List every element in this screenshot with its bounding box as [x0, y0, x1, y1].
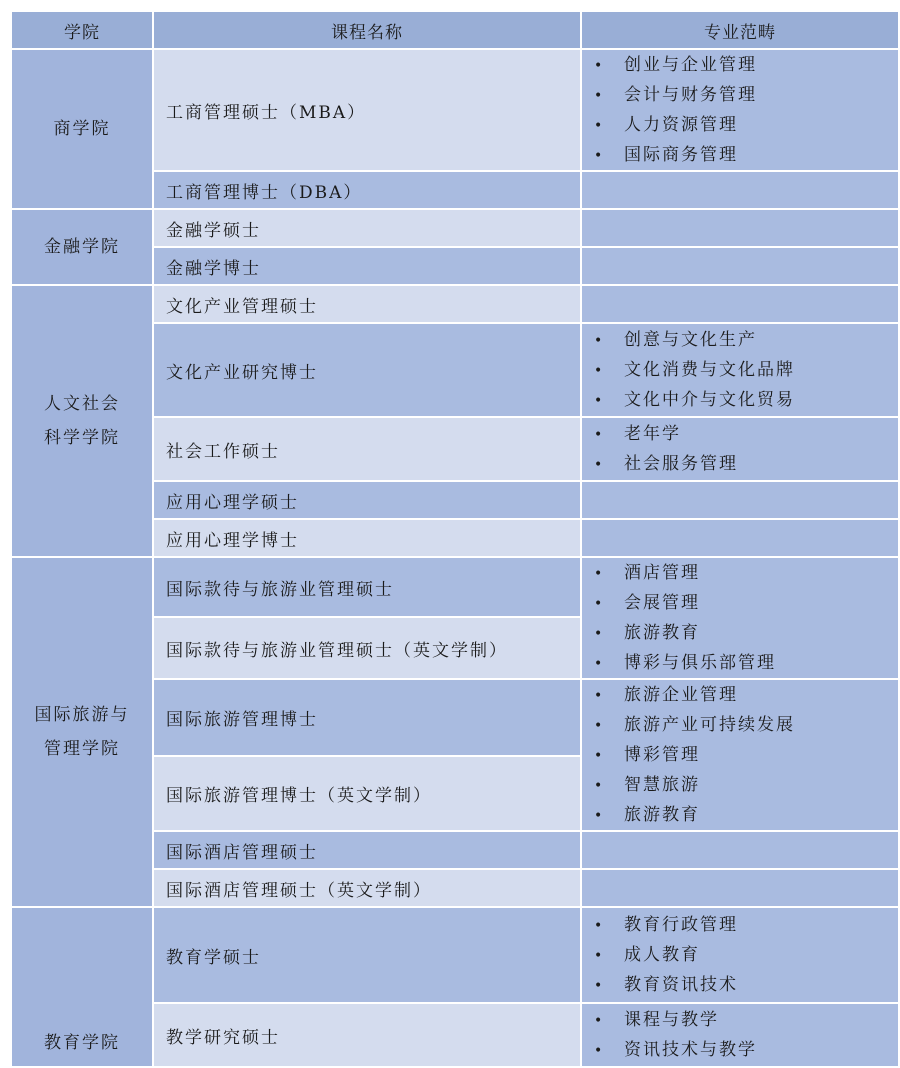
spec-item — [594, 50, 898, 80]
bullet-icon: • — [594, 778, 605, 794]
bullet-icon: • — [594, 688, 605, 704]
spec-item-label: 旅游教育 — [624, 623, 700, 643]
course-cell: 社会工作硕士 — [153, 417, 581, 481]
bullet-icon: • — [594, 656, 605, 672]
bullet-icon: • — [594, 566, 605, 582]
bullet-icon: • — [594, 808, 605, 824]
header-row — [11, 11, 899, 49]
bullet-icon: • — [594, 626, 605, 642]
spec-item — [594, 910, 898, 940]
bullet-icon: • — [594, 596, 605, 612]
spec-cell — [581, 323, 899, 417]
spec-list — [588, 419, 898, 479]
spec-cell — [581, 247, 899, 285]
course-cell: 教育学硕士 — [153, 907, 581, 1003]
spec-cell — [581, 907, 899, 1003]
spec-item-label: 文化中介与文化贸易 — [624, 390, 795, 410]
spec-item — [594, 940, 898, 970]
spec-item-label: 文化消费与文化品牌 — [624, 360, 795, 380]
course-cell: 国际旅游管理博士（英文学制） — [153, 756, 581, 831]
spec-item — [594, 800, 898, 830]
spec-cell — [581, 831, 899, 869]
spec-item — [594, 419, 898, 449]
spec-item-label: 旅游教育 — [624, 805, 700, 825]
spec-item-label: 老年学 — [624, 424, 681, 444]
spec-item-label: 智慧旅游 — [624, 775, 700, 795]
spec-item-label: 会展管理 — [624, 593, 700, 613]
spec-cell — [581, 869, 899, 907]
spec-item — [594, 648, 898, 678]
course-cell: 国际款待与旅游业管理硕士 — [153, 557, 581, 617]
spec-item — [594, 970, 898, 1000]
spec-item-label: 人力资源管理 — [624, 115, 738, 135]
spec-list — [588, 50, 898, 170]
spec-cell — [581, 417, 899, 481]
course-cell: 文化产业管理硕士 — [153, 285, 581, 323]
spec-list — [588, 325, 898, 415]
spec-item-label: 创意与文化生产 — [624, 330, 757, 350]
course-cell: 应用心理学博士 — [153, 519, 581, 557]
table-row — [11, 49, 899, 171]
table-row — [11, 285, 899, 323]
table-row — [11, 209, 899, 247]
bullet-icon: • — [594, 333, 605, 349]
course-cell: 国际酒店管理硕士（英文学制） — [153, 869, 581, 907]
spec-list — [588, 680, 898, 830]
spec-item — [594, 110, 898, 140]
bullet-icon: • — [594, 118, 605, 134]
course-cell: 国际酒店管理硕士 — [153, 831, 581, 869]
spec-item — [594, 680, 898, 710]
bullet-icon: • — [594, 58, 605, 74]
spec-item — [594, 710, 898, 740]
spec-cell — [581, 481, 899, 519]
bullet-icon: • — [594, 393, 605, 409]
spec-item-label: 酒店管理 — [624, 563, 700, 583]
spec-item-label: 课程与教学 — [624, 1010, 719, 1030]
spec-list — [588, 558, 898, 678]
spec-item-label: 旅游企业管理 — [624, 685, 738, 705]
spec-item-label: 旅游产业可持续发展 — [624, 715, 795, 735]
bullet-icon: • — [594, 918, 605, 934]
course-cell: 文化产业研究博士 — [153, 323, 581, 417]
spec-cell — [581, 679, 899, 831]
spec-item — [594, 140, 898, 170]
spec-cell — [581, 49, 899, 171]
programs-table — [10, 10, 900, 1068]
spec-item — [594, 558, 898, 588]
college-cell: 人文社会 科学学院 — [11, 285, 153, 557]
course-cell: 工商管理博士（DBA） — [153, 171, 581, 209]
spec-cell — [581, 1003, 899, 1067]
course-cell: 国际旅游管理博士 — [153, 679, 581, 756]
course-cell: 金融学硕士 — [153, 209, 581, 247]
college-cell: 教育学院 — [11, 907, 153, 1067]
spec-item-label: 成人教育 — [624, 945, 700, 965]
bullet-icon: • — [594, 363, 605, 379]
bullet-icon: • — [594, 718, 605, 734]
spec-item — [594, 449, 898, 479]
spec-cell — [581, 285, 899, 323]
course-cell: 工商管理硕士（MBA） — [153, 49, 581, 171]
course-cell: 金融学博士 — [153, 247, 581, 285]
spec-item — [594, 770, 898, 800]
spec-item — [594, 355, 898, 385]
table-row — [11, 907, 899, 1003]
spec-item-label: 社会服务管理 — [624, 454, 738, 474]
spec-list — [588, 910, 898, 1000]
college-cell: 商学院 — [11, 49, 153, 209]
spec-cell — [581, 209, 899, 247]
spec-item-label: 创业与企业管理 — [624, 55, 757, 75]
spec-item-label: 博彩管理 — [624, 745, 700, 765]
spec-item — [594, 1005, 898, 1035]
spec-item-label: 教育行政管理 — [624, 915, 738, 935]
spec-cell — [581, 171, 899, 209]
header-college: 学院 — [11, 11, 153, 49]
spec-item-label: 国际商务管理 — [624, 145, 738, 165]
spec-item — [594, 740, 898, 770]
course-cell: 教学研究硕士 — [153, 1003, 581, 1067]
spec-item-label: 会计与财务管理 — [624, 85, 757, 105]
bullet-icon: • — [594, 1043, 605, 1059]
spec-item — [594, 618, 898, 648]
bullet-icon: • — [594, 427, 605, 443]
spec-list — [588, 1005, 898, 1065]
spec-cell — [581, 557, 899, 679]
spec-item-label: 博彩与俱乐部管理 — [624, 653, 776, 673]
spec-cell — [581, 519, 899, 557]
bullet-icon: • — [594, 978, 605, 994]
spec-item — [594, 325, 898, 355]
college-cell: 国际旅游与 管理学院 — [11, 557, 153, 907]
course-cell: 国际款待与旅游业管理硕士（英文学制） — [153, 617, 581, 679]
college-cell: 金融学院 — [11, 209, 153, 285]
bullet-icon: • — [594, 88, 605, 104]
bullet-icon: • — [594, 748, 605, 764]
spec-item — [594, 588, 898, 618]
spec-item-label: 教育资讯技术 — [624, 975, 738, 995]
bullet-icon: • — [594, 1013, 605, 1029]
bullet-icon: • — [594, 148, 605, 164]
spec-item — [594, 385, 898, 415]
header-specialization: 专业范畴 — [581, 11, 899, 49]
header-course: 课程名称 — [153, 11, 581, 49]
spec-item-label: 资讯技术与教学 — [624, 1040, 757, 1060]
table-row — [11, 557, 899, 617]
bullet-icon: • — [594, 948, 605, 964]
spec-item — [594, 80, 898, 110]
course-cell: 应用心理学硕士 — [153, 481, 581, 519]
bullet-icon: • — [594, 457, 605, 473]
spec-item — [594, 1035, 898, 1065]
